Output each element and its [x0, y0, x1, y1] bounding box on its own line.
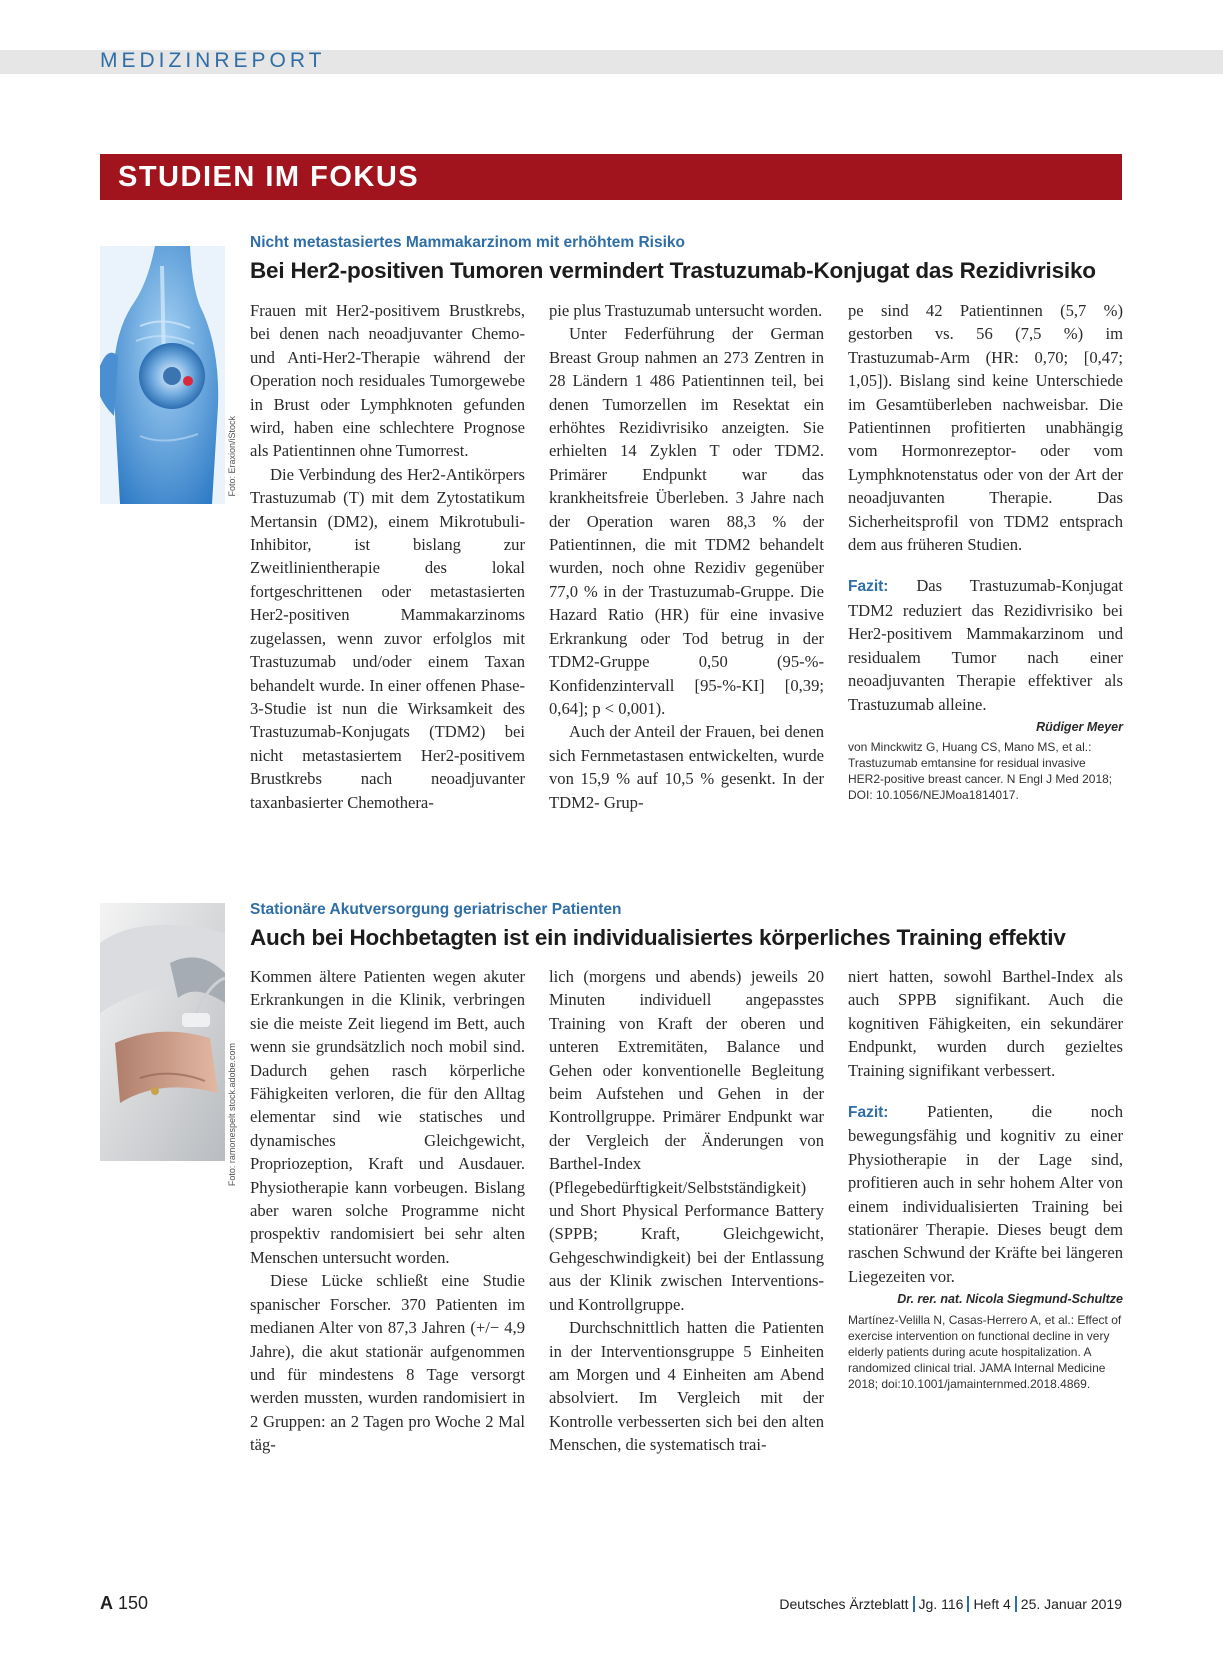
reference: Martínez-Velilla N, Casas-Herrero A, et al.: Effect of exercise intervention on functional decline in very elderly patients during acute hospitalization. A randomized clinical trial. JAMA Internal Medicine 2018; doi:10.1001/jamainternmed.2018.4869. [848, 1312, 1122, 1391]
paragraph: pe sind 42 Patientinnen (5,7 %) gestorben vs. 56 (7,5 %) im Trastuzumab-Arm (HR: 0,70; [0,47; 1,05]). Bislang sind keine Unterschiede im Gesamtüberleben nachweisbar. Die Patientinnen profitierten unabhängig vom Hormonrezeptor- oder vom Lymphknotenstatus oder von der Art der neoadjuvanten Therapie. Das Sicherheitsprofil von TDM2 entsprach dem aus früheren Studien. [848, 301, 1123, 555]
patient-photo [100, 903, 225, 1161]
banner-title: STUDIEN IM FOKUS [118, 161, 420, 193]
page-number [100, 1593, 148, 1614]
article-geriatric-training [100, 901, 1123, 1568]
separator [1015, 1596, 1017, 1612]
fazit-label: Fazit: [848, 1104, 889, 1122]
journal-issue: Heft 4 [973, 1596, 1011, 1612]
paragraph: Durchschnittlich hatten die Patienten in der Interventionsgruppe 5 Einheiten am Morgen und 4 Einheiten am Abend absolviert. Im Vergleich mit der Kontrolle verbesserten sich bei den alten Menschen, die systematisch trai- [549, 1318, 824, 1455]
article-headline: Bei Her2-positiven Tumoren vermindert Trastuzumab-Konjugat das Rezidivrisiko [250, 258, 1096, 283]
article-headline: Auch bei Hochbetagten ist ein individualisiertes körperliches Training effektiv [250, 925, 1066, 950]
reference: von Minckwitz G, Huang CS, Mano MS, et al.: Trastuzumab emtansine for residual invasive HER2-positive breast cancer. N Engl J Med 2018; DOI: 10.1056/NEJMoa1814017. [848, 740, 1113, 803]
section-banner [100, 154, 1122, 200]
journal-volume: Jg. 116 [918, 1596, 964, 1612]
text-column-2 [549, 299, 824, 814]
fazit-text: Das Trastuzumab-Konjugat TDM2 reduziert das Rezidivrisiko bei Her2-positivem Mammakarzinom und residualem Tumor nach einer neoadjuvanten Therapie effektiver als Trastuzumab alleine. [848, 576, 1123, 714]
journal-info [779, 1596, 1122, 1612]
paragraph: Auch der Anteil der Frauen, bei denen sich Fernmetastasen entwickelten, wurde von 15,9 % auf 10,5 % gesenkt. In der TDM2- Grup- [549, 722, 824, 812]
paragraph: Frauen mit Her2-positivem Brustkrebs, bei denen nach neoadjuvanter Chemo- und Anti-Her2-Therapie während der Operation noch residuales Tumorgewebe in Brust oder Lymphknoten gefunden wird, haben eine schlechtere Prognose als Patientinnen ohne Tumorrest. [250, 301, 525, 461]
paragraph: Kommen ältere Patienten wegen akuter Erkrankungen in die Klinik, verbringen sie die meiste Zeit liegend im Bett, auch wenn sie grundsätzlich noch mobil sind. Dadurch gehen rasch körperliche Fähigkeiten verloren, die für den Alltag elementar sind wie statisches und dynamisches Gleichgewicht, Propriozeption, Kraft und Ausdauer. Physiotherapie kann vorbeugen. Bislang aber waren solche Programme nicht prospektiv randomisiert bei sehr alten Menschen untersucht worden. [250, 967, 525, 1267]
separator [967, 1596, 969, 1612]
patient-hand-image [100, 903, 225, 1161]
article-kicker: Nicht metastasiertes Mammakarzinom mit erhöhtem Risiko [250, 234, 685, 251]
paragraph: Diese Lücke schließt eine Studie spanischer Forscher. 370 Patienten im medianen Alter von 87,3 Jahren (+/− 4,9 Jahre), die akut stationär aufgenommen und für mindestens 8 Tage versorgt werden mussten, wurden randomisiert in 2 Gruppen: an 2 Tagen pro Woche 2 Mal täg- [250, 1271, 525, 1455]
text-column-3 [848, 299, 1123, 803]
author-name: Dr. rer. nat. Nicola Siegmund-Schultze [897, 1292, 1123, 1307]
page-number-value: 150 [118, 1593, 149, 1613]
text-column-2 [549, 965, 824, 1457]
anatomy-illustration [100, 246, 225, 504]
fazit-text: Patienten, die noch bewegungsfähig und kognitiv zu einer Physiotherapie in der Lage sind, profitieren auch in sehr hohem Alter von einem individualisierten Training bei stationärer Therapie. Dieses beugt dem raschen Schwund der Kräfte bei längeren Liegezeiten vor. [848, 1102, 1123, 1286]
breast-anatomy-image [100, 246, 225, 504]
article-trastuzumab [100, 234, 1123, 876]
article-kicker: Stationäre Akutversorgung geriatrischer Patienten [250, 901, 622, 918]
journal-date: 25. Januar 2019 [1020, 1596, 1122, 1612]
journal-name: Deutsches Ärzteblatt [779, 1596, 909, 1612]
section-label: MEDIZINREPORT [100, 49, 326, 72]
text-column-3 [848, 965, 1123, 1392]
paragraph: niert hatten, sowohl Barthel-Index als auch SPPB signifikant. Auch die kognitiven Fähigkeiten, ein sekundärer Endpunkt, wurden durch gezieltes Training signifikant verbessert. [848, 967, 1123, 1080]
fazit-paragraph [848, 1100, 1123, 1288]
paragraph: pie plus Trastuzumab untersucht worden. [549, 301, 823, 320]
fazit-label: Fazit: [848, 578, 889, 596]
paragraph: Die Verbindung des Her2-Antikörpers Trastuzumab (T) mit dem Zytostatikum Mertansin (DM2), einem Mikrotubuli-Inhibitor, ist bislang zur Zweitlinientherapie des lokal fortgeschrittenen oder metastasierten Her2-positiven Mammakarzinoms zugelassen, wenn zuvor erfolglos mit Trastuzumab und/oder einem Taxan behandelt wurde. In einer offenen Phase-3-Studie ist nun die Wirksamkeit des Trastuzumab-Konjugats (TDM2) bei nicht metastasiertem Her2-positivem Brustkrebs nach neoadjuvanter taxanbasierter Chemothera- [250, 464, 525, 812]
author-name: Rüdiger Meyer [1036, 719, 1123, 734]
text-column-1 [250, 965, 525, 1457]
fazit-paragraph [848, 574, 1123, 715]
text-column-1 [250, 299, 525, 814]
page-prefix: A [100, 1593, 113, 1613]
photo-credit: Foto: Eraxion/iStock [227, 416, 237, 497]
paragraph: lich (morgens und abends) jeweils 20 Minuten individuell angepasstes Training von Kraft der oberen und unteren Extremitäten, Balance und Gehen oder konventionelle Begleitung beim Aufstehen und Gehen in der Kontrollgruppe. Primärer Endpunkt war der Vergleich der Änderungen von Barthel-Index (Pflegebedürftigkeit/Selbstständigkeit) und Short Physical Performance Battery (SPPB; Kraft, Gleichgewicht, Gehgeschwindigkeit) bei der Entlassung aus der Klinik zwischen Interventions- und Kontrollgruppe. [549, 967, 824, 1314]
separator [913, 1596, 915, 1612]
photo-credit: Foto: ramonespelt stock.adobe.com [227, 1043, 237, 1187]
paragraph: Unter Federführung der German Breast Group nahmen an 273 Zentren in 28 Ländern 1 486 Patientinnen teil, bei denen Tumorzellen im Resektat ein erhöhtes Rezidivrisiko anzeigten. Sie erhielten 14 Zyklen T oder TDM2. Primärer Endpunkt war das krankheitsfreie Überleben. 3 Jahre nach der Operation waren 88,3 % der Patientinnen, die mit TDM2 behandelt wurden, noch ohne Rezidiv gegenüber 77,0 % in der Trastuzumab-Gruppe. Die Hazard Ratio (HR) für eine invasive Erkrankung oder Tod betrug in der TDM2-Gruppe 0,50 (95-%-Konfidenzintervall [95-%-KI] [0,39; 0,64]; p < 0,001). [549, 324, 824, 718]
